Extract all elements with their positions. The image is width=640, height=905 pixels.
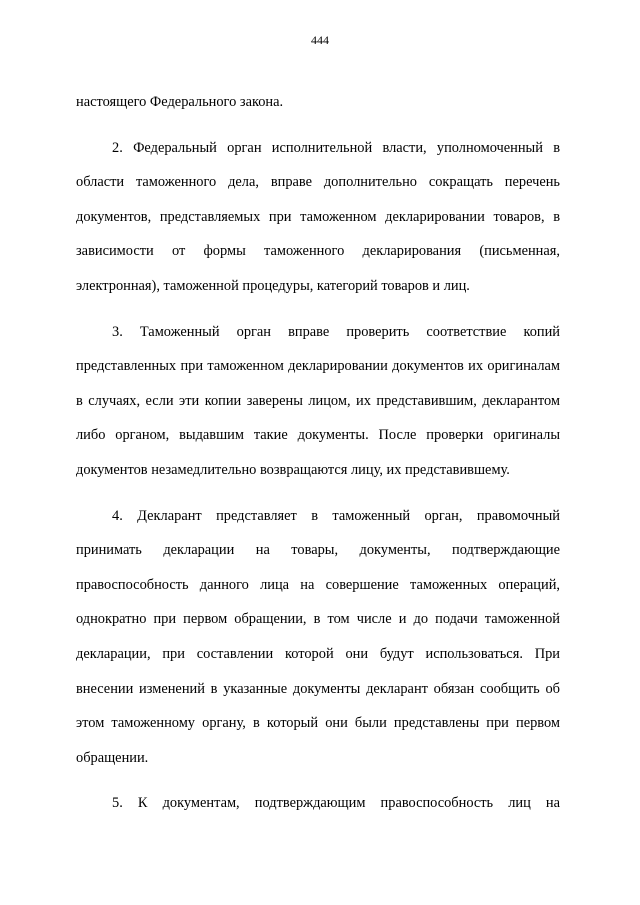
document-body: [76, 85, 560, 821]
paragraph-item-2: 2. Федеральный орган исполнительной власти, уполномоченный в области таможенного дела, вправе дополнительно сокращать перечень документов, представляемых при таможенном декларировании товаров, в зависимости от формы таможенного декларирования (письменная, электронная), таможенной процедуры, категорий товаров и лиц.: [76, 139, 560, 294]
paragraph-item-3: 3. Таможенный орган вправе проверить соответствие копий представленных при таможенном декларировании документов их оригиналам в случаях, если эти копии заверены лицом, их представившим, декларантом либо органом, выдавшим такие документы. После проверки оригиналы документов незамедлительно возвращаются лицу, их представившему.: [76, 323, 560, 478]
page-number: 444: [311, 33, 329, 47]
paragraph-continuation: настоящего Федерального закона.: [76, 94, 284, 110]
paragraph-item-5: 5. К документам, подтверждающим правоспособность лиц на: [112, 795, 560, 812]
paragraph-item-4: 4. Декларант представляет в таможенный орган, правомочный принимать декларации на товары, документы, подтверждающие правоспособность данного лица на совершение таможенных операций, однократно при первом обращении, в том числе и до подачи таможенной декларации, при составлении которой они будут использоваться. При внесении изменений в указанные документы декларант обязан сообщить об этом таможенному органу, в который они были представлены при первом обращении.: [76, 507, 560, 766]
